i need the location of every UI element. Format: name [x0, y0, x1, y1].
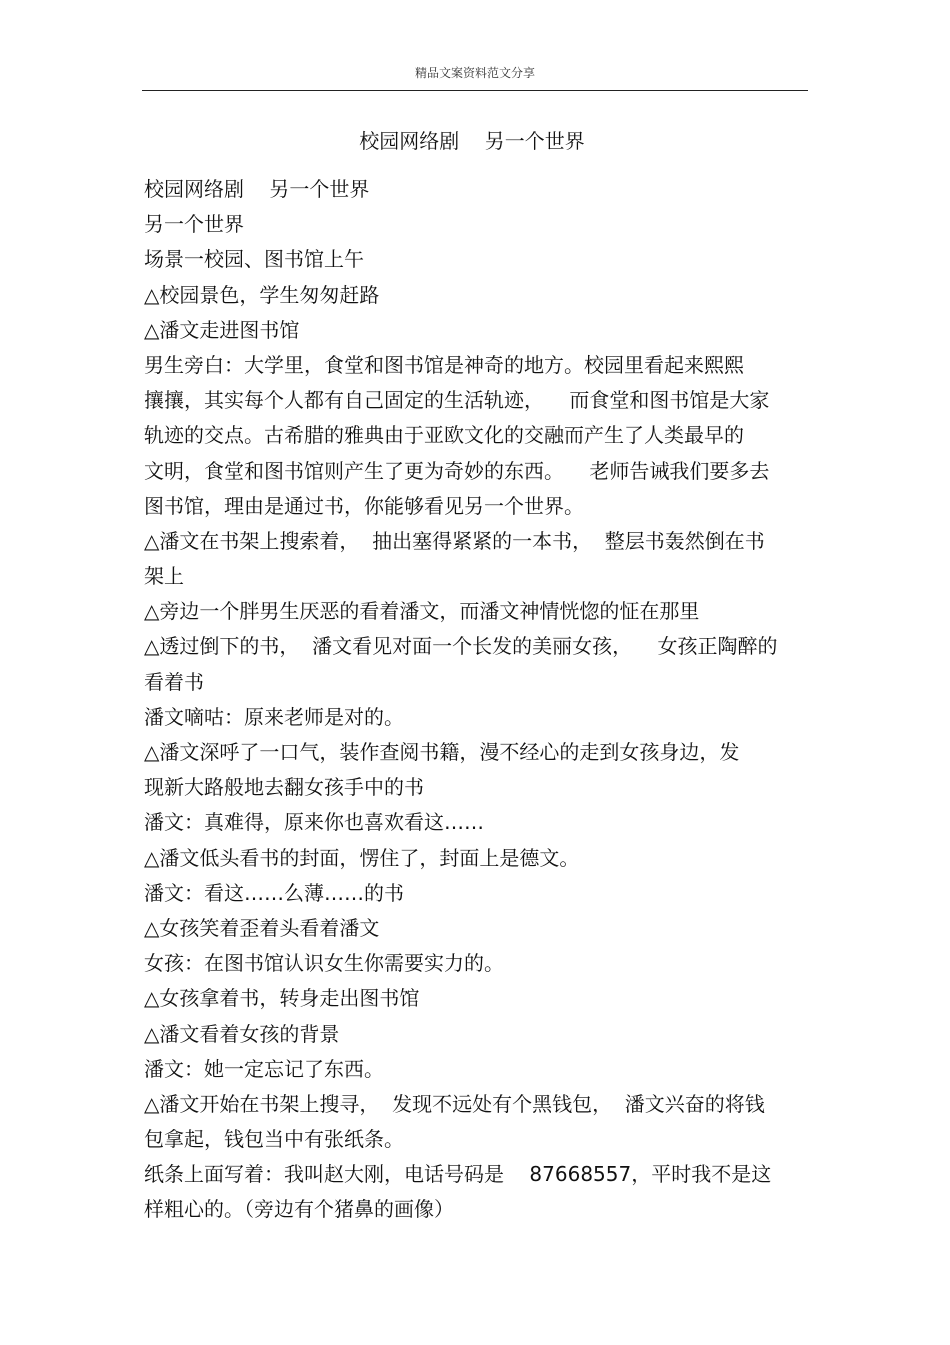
body-line: △旁边一个胖男生厌恶的看着潘文，而潘文神情恍惚的怔在那里: [144, 599, 700, 624]
document-title: 校园网络剧 另一个世界: [359, 129, 585, 153]
page-header: 精品文案资料范文分享: [414, 66, 535, 80]
body-line: 样粗心的。（旁边有个猪鼻的画像）: [144, 1197, 454, 1222]
body-line: 潘文：看这……么薄……的书: [144, 880, 404, 905]
body-line: 包拿起，钱包当中有张纸条。: [144, 1127, 404, 1152]
body-line: 场景一校园、图书馆上午: [144, 247, 364, 272]
body-line: △潘文在书架上搜索着， 抽出塞得紧紧的一本书， 整层书轰然倒在书: [144, 528, 765, 553]
body-line: 女孩：在图书馆认识女生你需要实力的。: [144, 951, 504, 976]
body-line: 架上: [144, 564, 184, 589]
body-line: △透过倒下的书， 潘文看见对面一个长发的美丽女孩， 女孩正陶醉的: [144, 634, 778, 659]
body-line: 潘文：她一定忘记了东西。: [144, 1056, 384, 1081]
body-line: △潘文深呼了一口气，装作查阅书籍，漫不经心的走到女孩身边，发: [144, 740, 740, 764]
body-line: 轨迹的交点。古希腊的雅典由于亚欧文化的交融而产生了人类最早的: [144, 423, 744, 448]
body-line: 看着书: [144, 669, 204, 694]
header-divider: [142, 90, 808, 91]
body-line: 另一个世界: [144, 212, 244, 237]
body-line: 校园网络剧 另一个世界: [144, 177, 370, 201]
body-line: △女孩笑着歪着头看着潘文: [144, 915, 380, 940]
body-line: 攘攘，其实每个人都有自己固定的生活轨迹， 而食堂和图书馆是大家: [144, 388, 770, 413]
body-line: 纸条上面写着：我叫赵大刚，电话号码是 87668557，平时我不是这: [144, 1162, 772, 1187]
body-line: 潘文：真难得，原来你也喜欢看这……: [144, 810, 484, 835]
body-line: 图书馆，理由是通过书，你能够看见另一个世界。: [144, 493, 584, 518]
body-line: 男生旁白：大学里，食堂和图书馆是神奇的地方。校园里看起来熙熙: [144, 352, 744, 377]
body-line: 文明，食堂和图书馆则产生了更为奇妙的东西。 老师告诫我们要多去: [144, 458, 770, 483]
body-line: △潘文走进图书馆: [144, 317, 300, 342]
body-line: 现新大路般地去翻女孩手中的书: [144, 775, 424, 800]
body-line: △潘文低头看书的封面，愣住了，封面上是德文。: [144, 845, 580, 870]
document-body: [144, 172, 804, 1228]
body-line: △女孩拿着书，转身走出图书馆: [144, 986, 420, 1011]
body-line: △校园景色，学生匆匆赶路: [144, 282, 380, 307]
body-line: △潘文开始在书架上搜寻， 发现不远处有个黑钱包， 潘文兴奋的将钱: [144, 1091, 765, 1116]
body-line: 潘文嘀咕：原来老师是对的。: [144, 704, 404, 729]
body-line: △潘文看着女孩的背景: [144, 1021, 340, 1046]
